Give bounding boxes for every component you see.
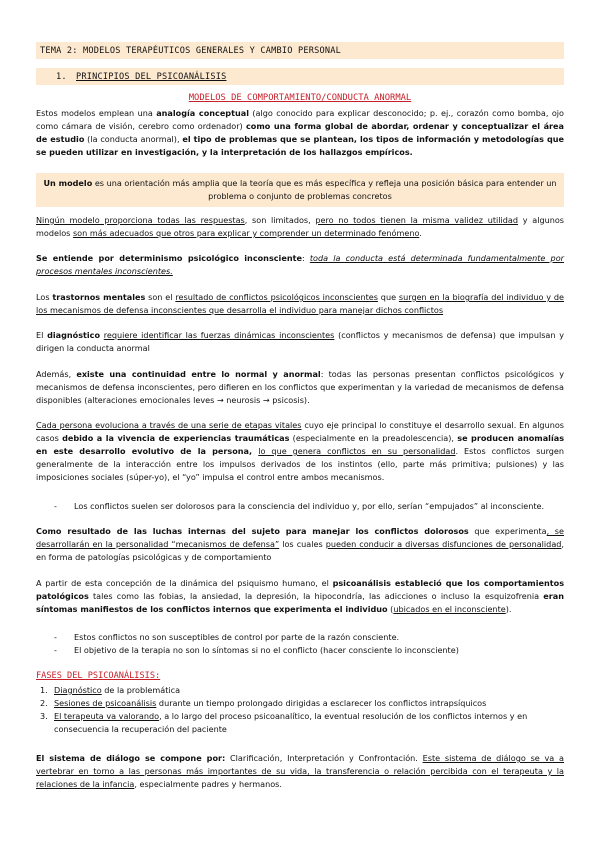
bullet-list-painful-conflicts bbox=[36, 500, 564, 513]
list-item: 3. El terapeuta va valorando, a lo largo del proceso psicoanalítico, la eventual resolución de los conflictos internos y en consecuencia la recuperación del paciente bbox=[40, 711, 528, 734]
list-item: - Los conflictos suelen ser dolorosos para la consciencia del individuo y, por ello, serían “empujados” al inconsciente. bbox=[36, 500, 564, 513]
paragraph-limited-models: Ningún modelo proporciona todas las respuestas, son limitados, pero no todos tienen la misma validez utilidad y algunos modelos son más adecuados que otros para explicar y comprender un determinado fenómeno. bbox=[36, 215, 565, 238]
list-item: - El objetivo de la terapia no son lo síntomas si no el conflicto (hacer consciente lo inconsciente) bbox=[36, 644, 564, 657]
phases-list bbox=[36, 684, 564, 736]
paragraph-development: Cada persona evoluciona a través de una serie de etapas vitales cuyo eje principal lo constituye el desarrollo sexual. En algunos casos debido a la vivencia de experiencias traumáticas (especialmente en la preadolescencia), se producen anomalías en este desarrollo evolutivo de la persona, lo que genera conflictos en su personalidad. Estos conflictos surgen generalmente de la interacción entre los impulsos derivados de los instintos (ello, parte más primitiva; pulsiones) y las imposiciones sociales (súper-yo), el “yo” impulsa el control entre ambos mecanismos. bbox=[36, 420, 565, 482]
bullet-list-conflict-notes bbox=[36, 631, 564, 657]
paragraph-defense-mechanisms: Como resultado de las luchas internas del sujeto para manejar los conflictos dolorosos que experimenta, se desarrollarán en la personalidad “mecanismos de defensa” los cuales pueden conducir a diversas disfunciones de personalidad, en forma de patologías psicológicas y de comportamiento bbox=[36, 526, 565, 562]
paragraph-mental-disorders: Los trastornos mentales son el resultado de conflictos psicológicos inconscientes que surgen en la biografía del individuo y de los mecanismos de defensa inconscientes que desarrolla el individuo para manejar dichos conflictos bbox=[36, 292, 565, 315]
paragraph-continuity: Además, existe una continuidad entre lo normal y anormal: todas las personas presentan conflictos psicológicos y mecanismos de defensa inconscientes, pero difieren en los conflictos que experimentan y la variedad de mecanismos de defensa disponibles (alteraciones emocionales leves → neurosis → psicosis). bbox=[36, 369, 564, 405]
paragraph-dialogue-system: El sistema de diálogo se compone por: Clarificación, Interpretación y Confrontación. Este sistema de diálogo se va a vertebrar en torno a las personas más importantes de su vida, la transferencia o relación percibida con el terapeuta y la relaciones de la infancia, especialmente padres y hermanos. bbox=[36, 753, 564, 789]
models-title: MODELOS DE COMPORTAMIENTO/CONDUCTA ANORMAL bbox=[188, 93, 412, 103]
section-number: 1. bbox=[56, 72, 67, 82]
model-definition-text: Un modelo es una orientación más amplia que la teoría que es más específica y refleja una posición básica para entender un problema o conjunto de problemas concretos bbox=[43, 178, 557, 201]
paragraph-diagnosis: El diagnóstico requiere identificar las fuerzas dinámicas inconscientes (conflictos y mecanismos de defensa) que impulsan y dirigen la conducta anormal bbox=[36, 330, 564, 353]
paragraph-pathological-behaviours: A partir de esta concepción de la dinámica del psiquismo humano, el psicoanálisis estableció que los comportamientos patológicos tales como las fobias, la ansiedad, la depresión, la hipocondría, las adicciones o incluso la esquizofrenia eran síntomas manifiestos de los conflictos internos que experimenta el individuo (ubicados en el inconsciente). bbox=[36, 578, 565, 614]
paragraph-analogy: Estos modelos emplean una analogía conceptual (algo conocido para explicar desconocido; p. ej., corazón como bomba, ojo como cámara de visión, cerebro como ordenador) como una forma global de abordar, ordenar y conceptualizar el área de estudio (la conducta anormal), el tipo de problemas que se plantean, los tipos de información y metodologías que se pueden utilizar en investigación, y la interpretación de los hallazgos empíricos. bbox=[36, 108, 565, 157]
paragraph-determinism: Se entiende por determinismo psicológico inconsciente: toda la conducta está determinada fundamentalmente por procesos mentales inconscientes. bbox=[36, 253, 564, 276]
section-title: PRINCIPIOS DEL PSICOANÁLISIS bbox=[76, 72, 227, 82]
topic-title: TEMA 2: MODELOS TERAPÉUTICOS GENERALES Y CAMBIO PERSONAL bbox=[40, 46, 341, 56]
list-item: 2. Sesiones de psicoanálisis durante un tiempo prolongado dirigidas a esclarecer los conflictos intrapsíquicos bbox=[40, 698, 487, 708]
list-item: - Estos conflictos no son susceptibles de control por parte de la razón consciente. bbox=[36, 631, 564, 644]
phases-title: FASES DEL PSICOANÁLISIS: bbox=[36, 671, 161, 681]
list-item: 1. Diagnóstico de la problemática bbox=[40, 685, 181, 695]
